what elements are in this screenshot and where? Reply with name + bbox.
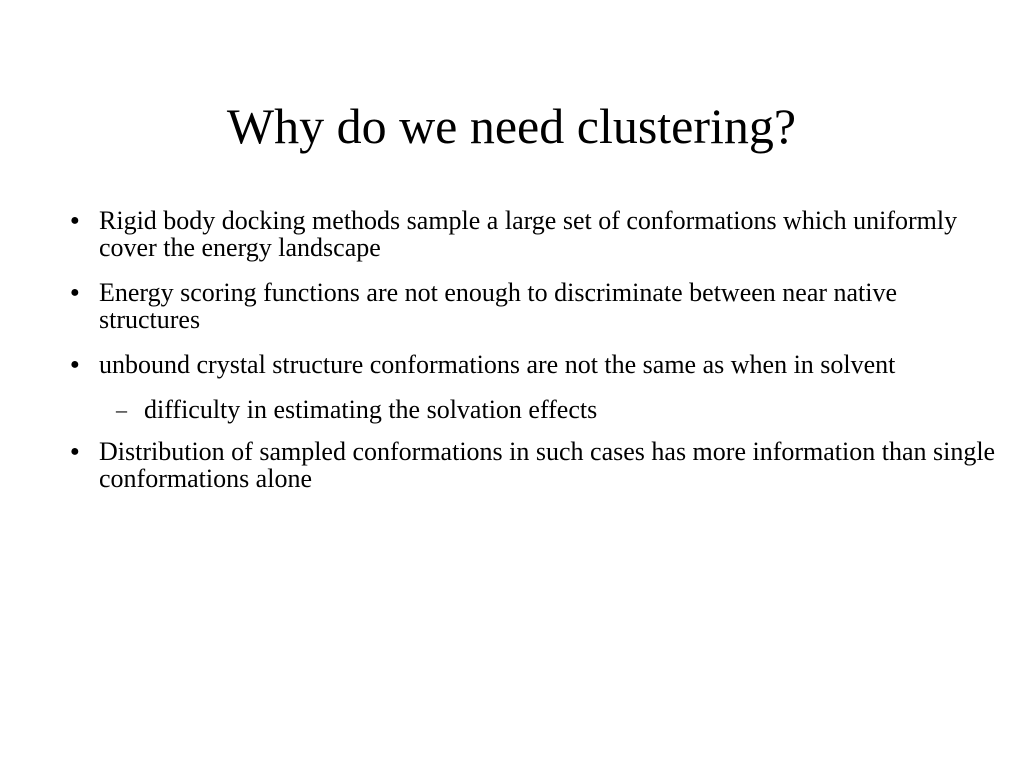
bullet-text: unbound crystal structure conformations are not the same as when in solvent xyxy=(99,350,896,379)
bullet-text: Distribution of sampled conformations in such cases has more information than single conformations alone xyxy=(99,437,996,493)
bullet-item-2 xyxy=(0,279,1000,333)
bullet-item-1 xyxy=(0,207,1000,261)
bullet-text: Energy scoring functions are not enough to discriminate between near native structures xyxy=(99,278,898,334)
bullet-dot-icon: ● xyxy=(70,212,80,229)
bullet-dot-icon: ● xyxy=(70,443,80,460)
bullet-item-3 xyxy=(0,351,1000,378)
bullet-dot-icon: ● xyxy=(70,356,80,373)
dash-icon: – xyxy=(116,397,127,422)
bullet-list xyxy=(0,207,1000,510)
bullet-text: Rigid body docking methods sample a large set of conformations which uniformly cover the energy landscape xyxy=(99,206,958,262)
bullet-dot-icon: ● xyxy=(70,284,80,301)
slide-title: Why do we need clustering? xyxy=(226,98,797,154)
sub-bullet-text: difficulty in estimating the solvation effects xyxy=(144,395,598,424)
sub-bullet-item xyxy=(0,396,1000,423)
bullet-item-4 xyxy=(0,438,1000,492)
